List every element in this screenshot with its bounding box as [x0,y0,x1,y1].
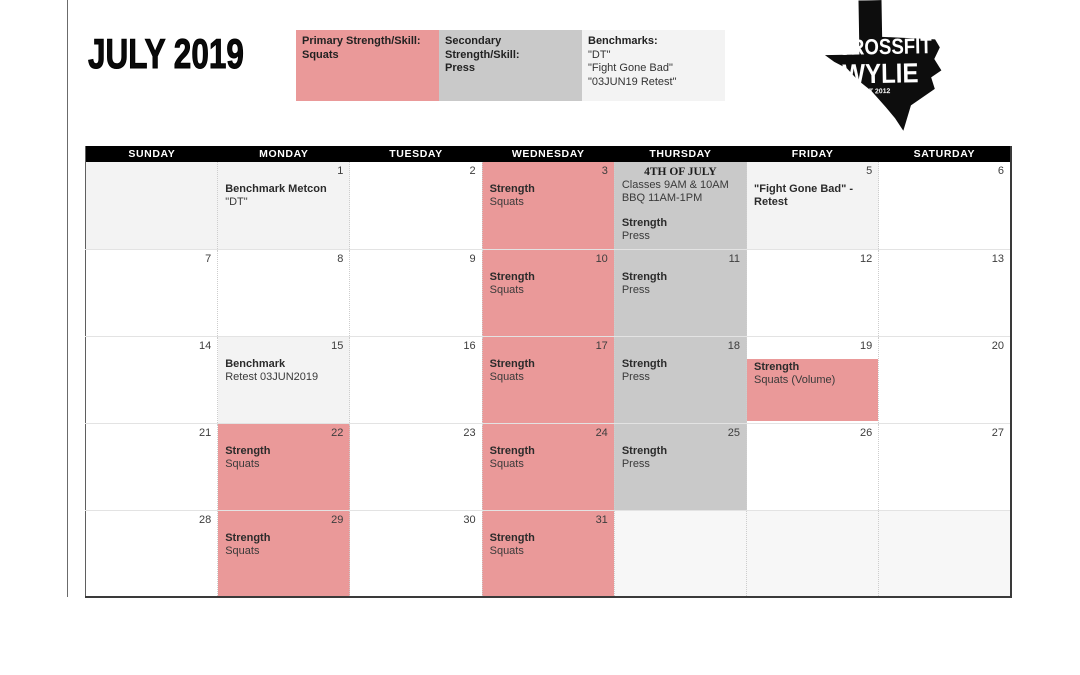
day-number: 13 [991,252,1004,265]
day-header: TUESDAY [350,146,482,162]
day-number [86,162,217,179]
legend-benchmarks [582,30,725,101]
event-block [747,359,878,421]
day-number: 1 [337,165,344,177]
event [615,267,746,297]
event-subtitle: Squats [489,196,524,208]
event [747,359,878,387]
event-title: Strength [621,444,668,457]
day-number: 2 [469,165,476,177]
logo-text-est: EST 2012 [859,88,891,96]
calendar-cell [482,510,614,597]
calendar-cell [482,336,614,423]
event-subtitle: Squats [489,544,524,557]
calendar-cell [350,162,482,249]
page-edge-line [67,0,68,597]
day-number: 20 [991,339,1004,352]
calendar-cell [86,510,218,597]
event-title: Strength [489,357,535,370]
day-number: 24 [595,426,608,439]
event-subtitle: Squats [225,457,260,470]
event-line: BBQ 11AM-1PM [621,192,703,204]
event [747,179,878,209]
calendar-cell [879,249,1011,336]
event-subtitle: Press [621,457,650,470]
legend-benchmark-item: "03JUN19 Retest" [588,75,677,88]
calendar-cell [86,336,218,423]
event-title: Strength [489,270,535,283]
event [483,179,614,209]
calendar-cell [482,423,614,510]
day-number [747,511,878,528]
day-number: 7 [205,252,212,265]
calendar-cell [614,423,746,510]
day-number: 9 [469,252,476,265]
event [218,528,349,558]
day-number: 28 [198,513,212,526]
event-title: Benchmark [225,357,286,370]
calendar-cell [879,336,1011,423]
day-number: 22 [331,426,344,439]
calendar-cell [879,510,1011,597]
day-number: 27 [991,426,1004,439]
week-row [86,423,1012,510]
event [615,205,746,243]
calendar-header-row [86,146,1012,162]
week-row [86,336,1012,423]
calendar-cell [614,510,746,597]
calendar-cell [614,336,746,423]
event [615,441,746,471]
calendar-cell [482,162,614,249]
day-number: 5 [866,165,873,177]
calendar [85,146,1012,598]
day-header: FRIDAY [747,146,879,162]
day-number: 6 [997,165,1004,177]
event-title: Strength [225,444,271,457]
event-title: Strength [489,531,535,544]
calendar-cell [482,249,614,336]
calendar-cell [218,249,350,336]
day-number: 15 [331,339,344,352]
holiday-title: 4TH OF JULY [644,166,717,178]
calendar-cell [86,249,218,336]
event-title: Strength [621,270,668,283]
day-number [615,511,746,528]
day-header: MONDAY [218,146,350,162]
day-number: 26 [859,426,873,439]
calendar-cell [86,423,218,510]
day-header: THURSDAY [614,146,746,162]
calendar-cell [218,162,350,249]
event [483,354,614,384]
day-number: 30 [463,513,476,526]
event [218,441,349,471]
legend-secondary [439,30,582,101]
day-header: WEDNESDAY [482,146,614,162]
event-line: Classes 9AM & 10AM [621,179,729,191]
calendar-cell [614,249,746,336]
legend-benchmarks-label: Benchmarks: [588,35,658,47]
day-number: 11 [728,252,741,265]
event-title: Strength [621,217,668,229]
event-title: Strength [621,357,668,370]
day-number: 12 [859,252,873,265]
event [483,441,614,471]
calendar-cell [747,162,879,249]
legend-secondary-label: Secondary Strength/Skill: [445,35,520,61]
calendar-cell [218,423,350,510]
day-number: 18 [727,339,741,352]
event-title: Benchmark Metcon [225,183,327,195]
day-number: 31 [595,513,608,526]
calendar-cell [747,510,879,597]
legend-primary-value: Squats [302,48,339,61]
event [615,354,746,384]
day-number [879,511,1010,528]
calendar-body [86,162,1012,597]
calendar-cell [747,423,879,510]
legend-benchmark-item: "DT" [588,48,611,61]
week-row [86,510,1012,597]
day-header: SUNDAY [86,146,218,162]
event-title: Strength [489,183,535,195]
day-number: 17 [595,339,608,352]
day-number: 14 [198,339,212,352]
calendar-cell [350,336,482,423]
calendar-cell [218,336,350,423]
day-number: 3 [601,165,608,177]
event-subtitle: "DT" [225,196,248,208]
event-title: "Fight Gone Bad" - Retest [754,183,854,208]
day-number: 8 [337,252,344,265]
logo-text-wylie: WYLIE [842,57,931,90]
calendar-cell [614,162,746,249]
event [218,354,349,384]
calendar-cell [86,162,218,249]
event-subtitle: Squats (Volume) [754,373,836,386]
calendar-cell [879,423,1011,510]
event-title: Strength [754,360,800,373]
day-number: 21 [198,426,212,439]
event-title: Strength [225,531,271,544]
calendar-cell [350,423,482,510]
event-subtitle: Squats [489,370,524,383]
legend-benchmark-item: "Fight Gone Bad" [588,62,673,74]
day-number: 29 [331,513,344,526]
day-number: 10 [595,252,608,265]
legend [296,30,725,101]
event [483,267,614,297]
legend-secondary-value: Press [445,62,475,74]
week-row [86,249,1012,336]
event-subtitle: Press [621,230,650,242]
calendar-cell [218,510,350,597]
event-subtitle: Retest 03JUN2019 [225,370,319,383]
day-number: 16 [463,339,476,352]
legend-primary-label: Primary Strength/Skill: [302,35,421,47]
calendar-cell [879,162,1011,249]
calendar-cell [747,336,879,423]
calendar-cell [350,510,482,597]
page-title: JULY 2019 [88,30,244,77]
day-number: 19 [859,339,873,352]
logo-text-crossfit: CROSSFIT [837,32,949,60]
day-number: 25 [727,426,741,439]
event-subtitle: Press [621,370,650,383]
event [218,179,349,209]
crossfit-wylie-logo [798,0,972,138]
event-subtitle: Squats [489,283,524,296]
calendar-cell [747,249,879,336]
legend-primary [296,30,439,101]
event-subtitle: Press [621,283,650,296]
day-header: SATURDAY [879,146,1011,162]
event-subtitle: Squats [225,544,260,557]
day-number: 23 [463,426,476,439]
calendar-cell [350,249,482,336]
week-row [86,162,1012,249]
event-subtitle: Squats [489,457,524,470]
event-title: Strength [489,444,535,457]
event [483,528,614,558]
